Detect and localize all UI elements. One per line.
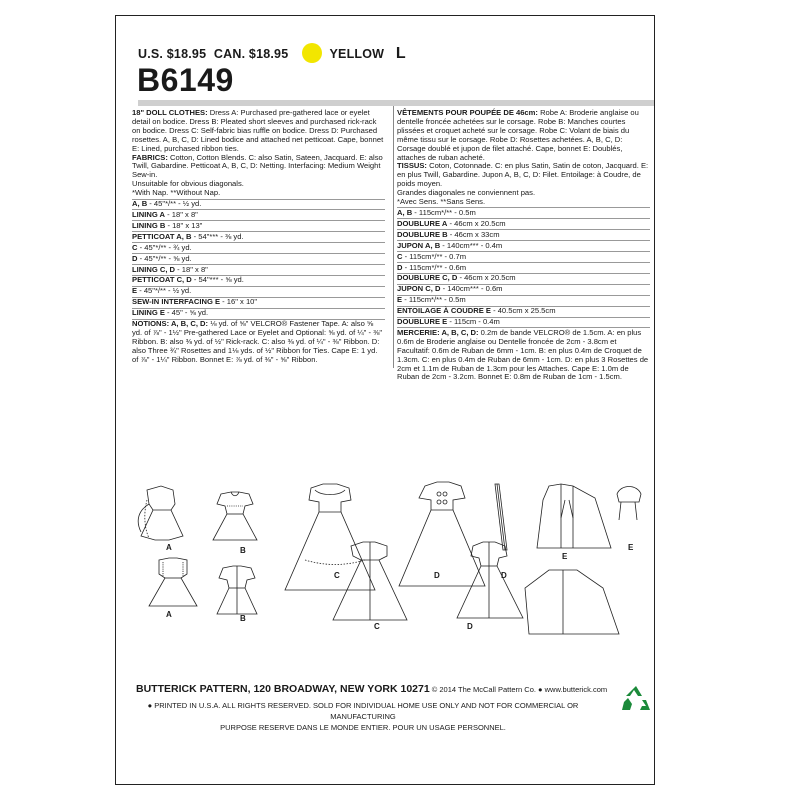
dress-b-front-drawing: [213, 492, 257, 540]
yardage-row: E - 115cm*/** - 0.5m: [397, 296, 650, 306]
yardage-row: LINING B - 18" x 13": [132, 222, 385, 232]
yardage-row: JUPON C, D - 140cm*** - 0.6m: [397, 285, 650, 295]
notice-french: PURPOSE RESERVE DANS LE MONDE ENTIER. POUR UN USAGE PERSONNEL.: [220, 723, 506, 732]
yardage-row: LINING A - 18" x 8": [132, 211, 385, 221]
view-label-e: E: [562, 552, 568, 561]
yardage-row: D - 115cm*/** - 0.6m: [397, 264, 650, 274]
yardage-row: A, B - 115cm*/** - 0.5m: [397, 209, 650, 219]
english-yardage: [132, 200, 385, 319]
dress-b-back-drawing: [217, 566, 257, 614]
yardage-row: PETTICOAT C, D - 54"*** - ⅝ yd.: [132, 276, 385, 286]
publisher-line: BUTTERICK PATTERN, 120 BROADWAY, NEW YORK 10271 © 2014 The McCall Pattern Co. ● www.butterick.com: [136, 683, 608, 695]
yardage-row: LINING C, D - 18" x 8": [132, 266, 385, 276]
view-label-a: A: [166, 543, 172, 552]
yellow-dot-icon: [302, 43, 322, 63]
dress-c-back-drawing: [333, 542, 407, 620]
size-letter: L: [395, 45, 406, 63]
dress-c-front-drawing: [285, 484, 375, 590]
english-description: 18" DOLL CLOTHES: Dress A: Purchased pre-gathered lace or eyelet detail on bodice. Dress B: Pleated short sleeves and purchased rick-rack on bodice. Dress C: Self-fabric bias ruffle on bodice. Dress D: Purchased rosettes. A, B, C, D: Lined bodice and attached net petticoat. Cape, bonnet E: Lined, purchased ribbon ties.: [132, 108, 384, 153]
column-divider: [393, 106, 394, 368]
yardage-row: D - 45"*/** - ⅝ yd.: [132, 255, 385, 265]
technical-drawings: [125, 470, 645, 670]
recycle-icon: [620, 684, 652, 714]
french-title: VÊTEMENTS POUR POUPÉE DE 46cm:: [397, 108, 538, 117]
english-fabrics: FABRICS: Cotton, Cotton Blends. C: also Satin, Sateen, Jacquard. E: also Twill, Gabardine. Petticoat A, B, C, D: Netting. Interfacing: Medium Weight Sew-in.: [132, 152, 383, 180]
header-rule: [138, 100, 654, 106]
yardage-row: SEW-IN INTERFACING E - 16" x 10": [132, 298, 385, 308]
yardage-row: DOUBLURE C, D - 46cm x 20.5cm: [397, 274, 650, 284]
yardage-row: DOUBLURE A - 46cm x 20.5cm: [397, 220, 650, 230]
view-label-d: D: [434, 571, 440, 580]
yardage-row: DOUBLURE B - 46cm x 33cm: [397, 231, 650, 241]
yardage-row: C - 45"*/** - ¾ yd.: [132, 244, 385, 254]
copyright-notice: [133, 700, 593, 733]
yardage-row: E - 45"*/** - ½ yd.: [132, 287, 385, 297]
price-can: CAN. $18.95: [213, 47, 289, 62]
cape-e-back-drawing: [525, 570, 619, 634]
yardage-row: C - 115cm*/** - 0.7m: [397, 253, 650, 263]
yardage-row: ENTOILAGE À COUDRE E - 40.5cm x 25.5cm: [397, 307, 650, 317]
color-label: YELLOW: [329, 47, 385, 62]
view-label-c: C: [374, 622, 380, 631]
yardage-row: LINING E - 45" - ⅝ yd.: [132, 309, 385, 319]
french-column: [397, 109, 650, 382]
dress-d-front-drawing: [399, 482, 485, 586]
english-nap: *With Nap. **Without Nap.: [132, 189, 385, 199]
yardage-row: A, B - 45"*/** - ½ yd.: [132, 200, 385, 210]
ribbon-ties-drawing: [495, 484, 507, 550]
pattern-number: B6149: [137, 62, 234, 98]
french-notions: MERCERIE: A, B, C, D: 0.2m de bande VELCRO® de 1.5cm. A: en plus 0.6m de Broderie anglaise ou Dentelle froncée de 2cm - 3.8cm et Facultatif: 0.6m de Ruban de 6mm - 1cm. B: en plus 0.4m de Croquet de 1.3cm. C: en plus 0.4m de Ruban de 6mm - 1cm. D: en plus 3 Rosettes de 2cm et 1.1m de Ruban de 1.3cm pour les Attaches. Cape E: 1.0m de Ruban de 2cm - 3.2cm. Bonnet E: 0.8m de Ruban de 1cm - 1.5cm.: [397, 327, 649, 382]
bonnet-e-drawing: [617, 487, 641, 521]
yardage-row: DOUBLURE E - 115cm - 0.4m: [397, 318, 650, 328]
cape-e-front-drawing: [537, 484, 611, 548]
french-yardage: [397, 209, 650, 328]
yardage-row: JUPON A, B - 140cm*** - 0.4m: [397, 242, 650, 252]
english-title: 18" DOLL CLOTHES:: [132, 108, 208, 117]
view-label-a: A: [166, 610, 172, 619]
dress-a-back-drawing: [138, 486, 183, 540]
view-label-c: C: [334, 571, 340, 580]
yardage-row: PETTICOAT A, B - 54"*** - ⅜ yd.: [132, 233, 385, 243]
english-unsuitable: Unsuitable for obvious diagonals.: [132, 179, 244, 189]
english-notions: NOTIONS: A, B, C, D: ⅛ yd. of ⅝" VELCRO® Fastener Tape. A: also ⅝ yd. of ⅞" - 1½" Pre-gathered Lace or Eyelet and Optional: ⅝ yd. of ¼" - ⅜" Ribbon. B: also ⅜ yd. of ½" Rick-rack. C: also ⅜ yd. of ¼" - ⅜" Ribbon. D: also Three ¾" Rosettes and 1⅛ yds. of ½" Ribbon for Ties. Cape E: 1 yd. of ⅞" - 1¼" Ribbon. Bonnet E: ⅞ yd. of ⅜" - ⅝" Ribbon.: [132, 319, 383, 364]
view-label-d: D: [501, 571, 507, 580]
view-label-b: B: [240, 546, 246, 555]
dress-a-front-drawing: [149, 558, 197, 606]
view-label-b: B: [240, 614, 246, 623]
view-label-d: D: [467, 622, 473, 631]
english-column: [132, 109, 385, 365]
french-unsuitable: Grandes diagonales ne conviennent pas.: [397, 188, 536, 198]
notice-english: ● PRINTED IN U.S.A. ALL RIGHTS RESERVED. SOLD FOR INDIVIDUAL HOME USE ONLY AND NOT FOR COMMERCIAL OR MANUFACTURING: [147, 701, 579, 721]
price-us: U.S. $18.95: [138, 47, 207, 62]
view-label-e: E: [628, 543, 634, 552]
french-nap: *Avec Sens. **Sans Sens.: [397, 198, 650, 208]
french-description: VÊTEMENTS POUR POUPÉE DE 46cm: Robe A: Broderie anglaise ou dentelle froncée achetées sur le corsage. Robe B: Manches courtes plissées et croquet acheté sur le corsage. Robe C: Volant de biais du même tissu sur le corsage. Robe D: Rosettes achetées. A, B, C, D: Corsage doublé et jupon de filet attaché. Cape, bonnet E: Doublés, attaches de ruban acheté.: [397, 108, 639, 162]
dress-d-back-drawing: [457, 542, 523, 618]
french-fabrics: TISSUS: Coton, Cotonnade. C: en plus Satin, Satin de coton, Jacquard. E: en plus Twill, Gabardine. Jupon A, B, C, D: Filet. Entoilage: à Coudre, de poids moyen.: [397, 161, 649, 189]
